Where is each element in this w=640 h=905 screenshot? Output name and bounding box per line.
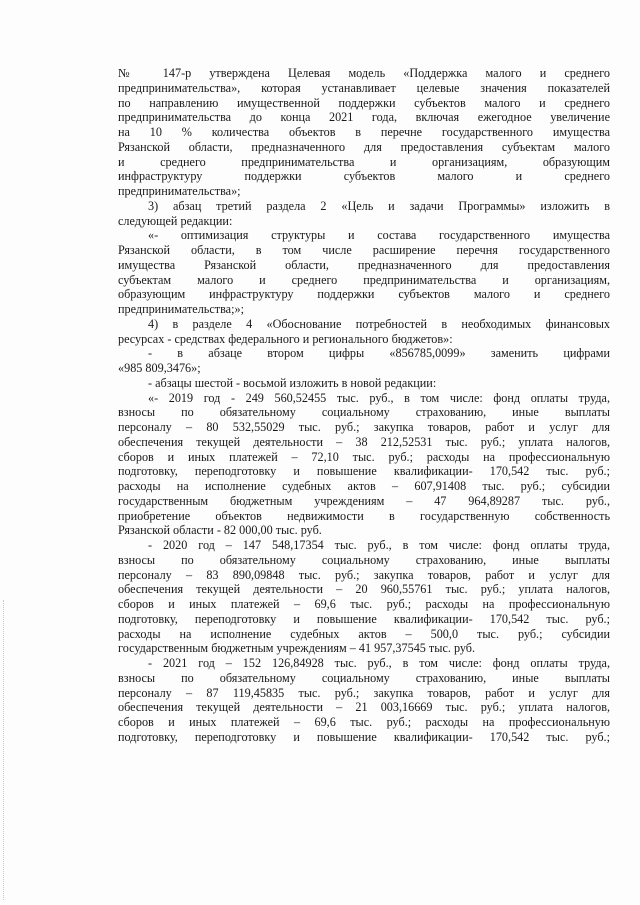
text-line: по направлению имущественной поддержки субъектов малого и среднего	[118, 95, 610, 110]
text-line: следующей редакции:	[118, 213, 233, 228]
text-line: государственным бюджетным учреждениям – 41 957,37545 тыс. руб.	[118, 641, 476, 656]
text-line: инфраструктуру поддержки субъектов малого и среднего	[118, 169, 610, 184]
document-body	[118, 66, 610, 745]
text-line: образующим инфраструктуру поддержки субъектов малого и среднего	[118, 287, 610, 302]
text-line: персоналу – 83 890,09848 тыс. руб.; закупка товаров, работ и услуг для	[118, 567, 610, 582]
text-line: 3) абзац третий раздела 2 «Цель и задачи Программы» изложить в	[148, 198, 610, 213]
text-line: расходы на исполнение судебных актов – 607,91408 тыс. руб.; субсидии	[118, 479, 610, 493]
text-line: предпринимательства;»;	[118, 302, 244, 316]
text-line: на 10 % количества объектов в перечне государственного имущества	[118, 125, 610, 139]
text-line: государственным бюджетным учреждениям – 47 964,89287 тыс. руб.,	[118, 493, 610, 508]
text-line: «985 809,3476»;	[118, 361, 201, 375]
text-line: Рязанской области, в том числе расширение перечня государственного	[118, 243, 610, 257]
text-line: сборов и иных платежей – 69,6 тыс. руб.; расходы на профессиональную	[118, 597, 610, 611]
text-line: Рязанской области - 82 000,00 тыс. руб.	[118, 523, 322, 538]
text-line: «- 2019 год - 249 560,52455 тыс. руб., в том числе: фонд оплаты труда,	[148, 390, 610, 405]
text-line: - 2021 год – 152 126,84928 тыс. руб., в том числе: фонд оплаты труда,	[148, 656, 610, 670]
text-line: предпринимательства до конца 2021 года, включая ежегодное увеличение	[118, 110, 610, 125]
text-line: - 2020 год – 147 548,17354 тыс. руб., в том числе: фонд оплаты труда,	[148, 538, 610, 552]
text-line: персоналу – 80 532,55029 тыс. руб.; закупка товаров, работ и услуг для	[118, 420, 610, 434]
text-line: 4) в разделе 4 «Обоснование потребностей в необходимых финансовых	[148, 316, 610, 331]
scan-edge-marks	[3, 600, 6, 900]
text-line: обеспечения текущей деятельности – 21 003,16669 тыс. руб.; уплата налогов,	[118, 700, 610, 715]
text-line: персоналу – 87 119,45835 тыс. руб.; закупка товаров, работ и услуг для	[118, 685, 610, 700]
text-line: взносы по обязательному социальному страхованию, иные выплаты	[118, 552, 610, 567]
text-line: подготовку, переподготовку и повышение квалификации- 170,542 тыс. руб.;	[118, 729, 610, 744]
text-line: сборов и иных платежей – 72,10 тыс. руб.; расходы на профессиональную	[118, 449, 610, 464]
text-line: приобретение объектов недвижимости в государственную собственность	[118, 508, 610, 523]
text-line: имущества Рязанской области, предназначенного для предоставления	[118, 257, 610, 272]
text-line: взносы по обязательному социальному страхованию, иные выплаты	[118, 405, 610, 420]
text-line: субъектам малого и среднего предпринимательства и организациям,	[118, 272, 610, 287]
text-line: обеспечения текущей деятельности – 20 960,55761 тыс. руб.; уплата налогов,	[118, 582, 610, 597]
text-line: сборов и иных платежей – 69,6 тыс. руб.; расходы на профессиональную	[118, 715, 610, 729]
text-line: и среднего предпринимательства и организациям, образующим	[118, 154, 610, 169]
text-line: Рязанской области, предназначенного для предоставления субъектам малого	[118, 139, 610, 154]
text-line: взносы по обязательному социальному страхованию, иные выплаты	[118, 670, 610, 685]
text-line: № 147-р утверждена Целевая модель «Поддержка малого и среднего	[118, 66, 610, 80]
text-line: предпринимательства», которая устанавливает целевые значения показателей	[118, 80, 610, 95]
text-line: ресурсах - средствах федерального и регионального бюджетов»:	[118, 331, 453, 346]
text-line: обеспечения текущей деятельности – 38 212,52531 тыс. руб.; уплата налогов,	[118, 434, 610, 449]
text-line: предпринимательства»;	[118, 184, 241, 198]
text-line: расходы на исполнение судебных актов – 500,0 тыс. руб.; субсидии	[118, 626, 610, 641]
text-line: - в абзаце втором цифры «856785,0099» заменить цифрами	[148, 346, 610, 361]
text-line: «- оптимизация структуры и состава государственного имущества	[148, 228, 610, 243]
text-line: подготовку, переподготовку и повышение квалификации- 170,542 тыс. руб.;	[118, 464, 610, 479]
text-line: - абзацы шестой - восьмой изложить в новой редакции:	[148, 375, 437, 390]
text-line: подготовку, переподготовку и повышение квалификации- 170,542 тыс. руб.;	[118, 611, 610, 626]
